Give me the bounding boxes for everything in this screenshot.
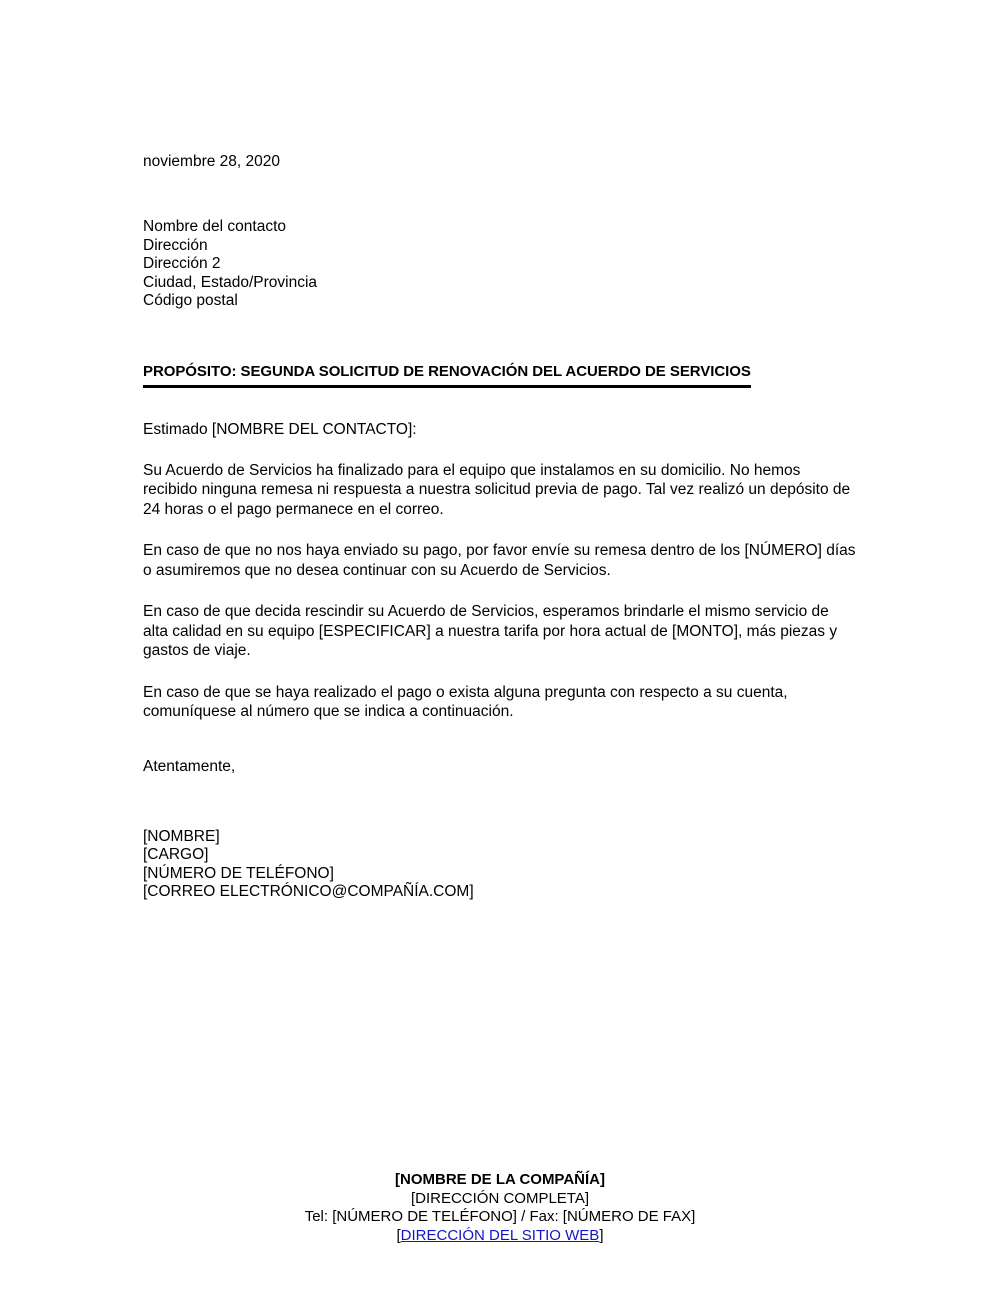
address-line: Código postal	[143, 292, 238, 309]
address-line: Dirección 2	[143, 255, 221, 272]
footer-address: [DIRECCIÓN COMPLETA]	[410, 1189, 590, 1207]
letter-date: noviembre 28, 2020	[143, 153, 281, 170]
signature-line: [CARGO]	[143, 846, 209, 863]
footer-bracket-close: ]	[599, 1226, 604, 1244]
signature-line: [NÚMERO DE TELÉFONO]	[143, 864, 334, 882]
salutation: Estimado [NOMBRE DEL CONTACTO]:	[143, 420, 417, 438]
address-line: Dirección	[143, 236, 208, 254]
recipient-address-block	[143, 218, 857, 311]
body-paragraph: En caso de que se haya realizado el pago o exista alguna pregunta con respecto a su cuenta, comuníquese al número que se indica a continuación.	[143, 683, 788, 720]
footer-website-link[interactable]: DIRECCIÓN DEL SITIO WEB	[400, 1226, 600, 1244]
page-footer	[0, 1171, 1000, 1245]
body-paragraph: En caso de que decida rescindir su Acuerdo de Servicios, esperamos brindarle el mismo servicio de alta calidad en su equipo [ESPECIFICAR] a nuestra tarifa por hora actual de [MONTO], más piezas y gastos de viaje.	[143, 603, 838, 659]
subject-heading: PROPÓSITO: SEGUNDA SOLICITUD DE RENOVACIÓN DEL ACUERDO DE SERVICIOS	[143, 363, 751, 388]
address-line: Ciudad, Estado/Provincia	[143, 273, 318, 291]
footer-contact: Tel: [NÚMERO DE TELÉFONO] / Fax: [NÚMERO DE FAX]	[304, 1208, 696, 1225]
signature-block	[143, 828, 857, 902]
letter-body	[143, 152, 857, 902]
footer-bracket-open: [	[396, 1226, 401, 1244]
closing-salutation: Atentamente,	[143, 757, 236, 775]
signature-line: [NOMBRE]	[143, 827, 220, 845]
signature-line: [CORREO ELECTRÓNICO@COMPAÑÍA.COM]	[143, 883, 474, 900]
body-paragraph: Su Acuerdo de Servicios ha finalizado para el equipo que instalamos en su domicilio. No hemos recibido ninguna remesa ni respuesta a nuestra solicitud previa de pago. Tal vez realizó un depósito de 24 horas o el pago permanece en el correo.	[143, 461, 851, 518]
body-paragraph: En caso de que no nos haya enviado su pago, por favor envíe su remesa dentro de los [NÚMERO] días o asumiremos que no desea continuar con su Acuerdo de Servicios.	[143, 542, 856, 579]
subject-heading-row	[143, 311, 857, 388]
address-line: Nombre del contacto	[143, 218, 287, 235]
footer-company-name: [NOMBRE DE LA COMPAÑÍA]	[395, 1171, 605, 1188]
footer-website-row	[0, 1227, 1000, 1246]
